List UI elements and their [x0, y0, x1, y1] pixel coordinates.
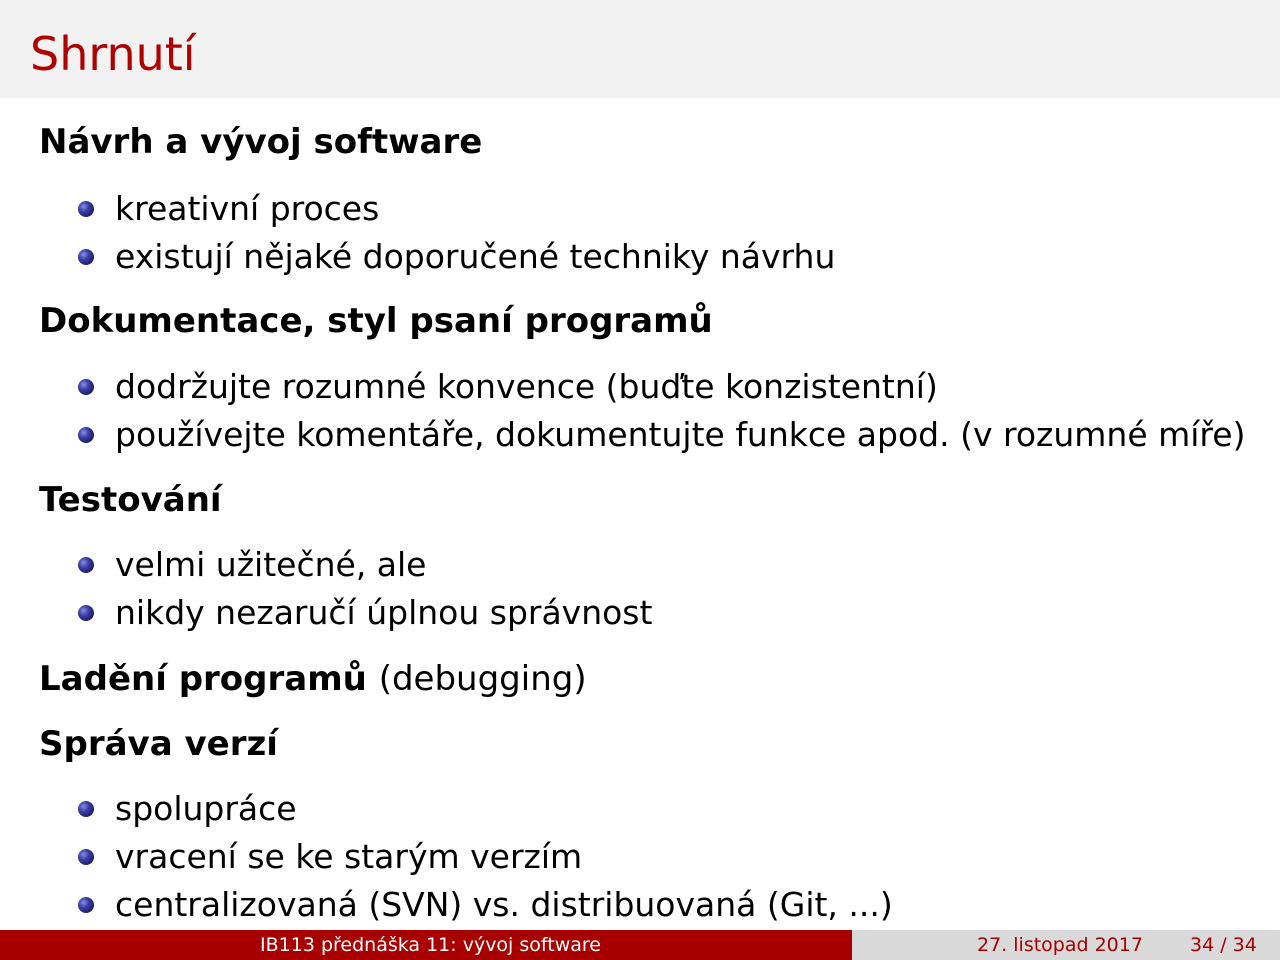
list-item-text: velmi užitečné, ale [115, 545, 427, 584]
section-heading: Správa verzí [39, 724, 278, 764]
section-heading: Dokumentace, styl psaní programů [39, 301, 713, 341]
list-item-text: používejte komentáře, dokumentujte funkce apod. (v rozumné míře) [115, 415, 1246, 454]
list-item-text: existují nějaké doporučené techniky návrhu [115, 237, 836, 276]
bullet-icon [78, 897, 94, 913]
list-item-text: spolupráce [115, 789, 297, 828]
list-item-text: dodržujte rozumné konvence (buďte konzistentní) [115, 367, 938, 406]
footer-right-panel [852, 930, 1280, 960]
bullet-icon [78, 201, 94, 217]
section-heading: Návrh a vývoj software [39, 122, 483, 162]
bullet-icon [78, 849, 94, 865]
footer-course-title: IB113 přednáška 11: vývoj software [260, 934, 601, 956]
bullet-icon [78, 801, 94, 817]
section-heading [39, 659, 587, 699]
section-heading: Testování [39, 480, 222, 520]
bullet-icon [78, 557, 94, 573]
list-item-text: vracení se ke starým verzím [115, 837, 583, 876]
slide-title-bar [0, 0, 1280, 98]
footer-date: 27. listopad 2017 [977, 934, 1143, 956]
section-heading-suffix: (debugging) [378, 659, 587, 699]
bullet-icon [78, 605, 94, 621]
bullet-icon [78, 427, 94, 443]
list-item-text: nikdy nezaručí úplnou správnost [115, 593, 653, 632]
slide-footer [0, 930, 1280, 960]
footer-page-number: 34 / 34 [1190, 934, 1257, 956]
list-item-text: kreativní proces [115, 189, 380, 228]
section-heading-text: Ladění programů [39, 659, 367, 699]
bullet-icon [78, 249, 94, 265]
bullet-icon [78, 379, 94, 395]
slide-title: Shrnutí [30, 27, 196, 81]
list-item-text: centralizovaná (SVN) vs. distribuovaná (Git, ...) [115, 885, 893, 924]
footer-left-panel [0, 930, 852, 960]
